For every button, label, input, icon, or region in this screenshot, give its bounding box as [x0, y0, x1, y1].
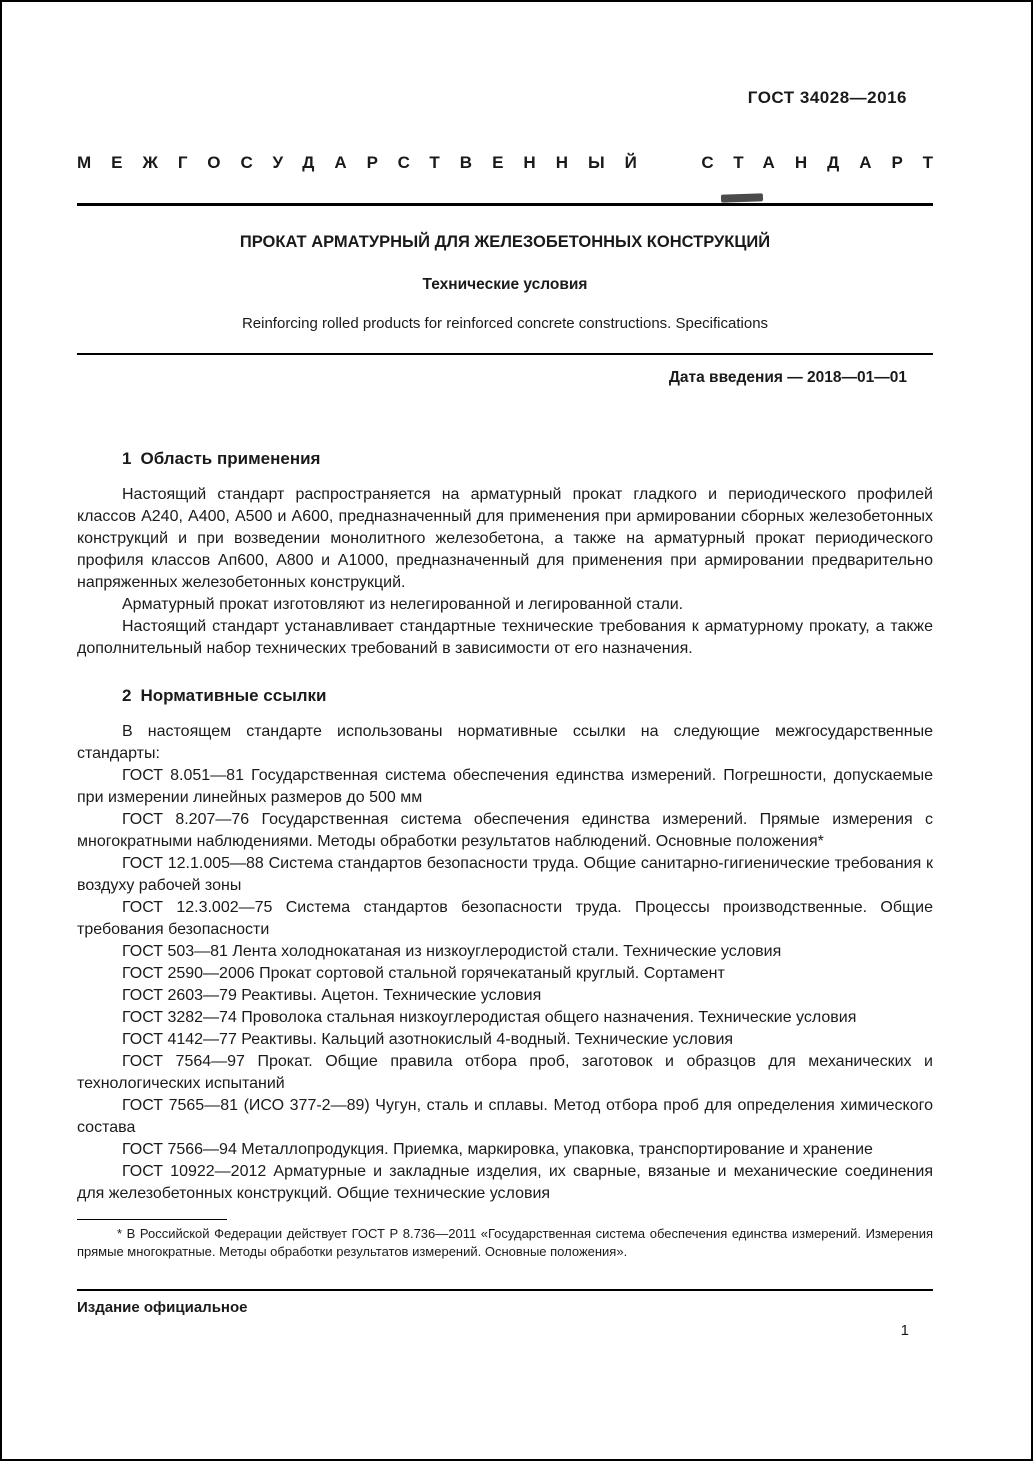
footnote-block	[77, 1219, 933, 1260]
page-number: 1	[900, 1322, 909, 1339]
section-1-title: Область применения	[140, 449, 321, 468]
bottom-divider	[77, 1289, 933, 1291]
paragraph: Настоящий стандарт распространяется на арматурный прокат гладкого и периодического профилей классов А240, А400, А500 и А600, предназначенный для применения при армировании сборных железобетонных конструкций и при возведении монолитного железобетона, а также на арматурный прокат периодического профиля классов Ап600, А800 и А1000, предназначенный для применения при армировании предварительно напряженных железобетонных конструкций.	[77, 486, 933, 591]
section-2-heading	[77, 686, 933, 706]
gost-code: ГОСТ 34028—2016	[747, 88, 907, 107]
section-1-heading	[77, 449, 933, 469]
scan-artifact	[721, 193, 763, 202]
gost-reference: ГОСТ 3282—74 Проволока стальная низкоуглеродистая общего назначения. Технические условия	[122, 1009, 857, 1026]
gost-reference: ГОСТ 2590—2006 Прокат сортовой стальной горячекатаный круглый. Сортамент	[122, 965, 725, 982]
paragraph: Арматурный прокат изготовляют из нелегированной и легированной стали.	[122, 596, 684, 613]
document-subtitle: Технические условия	[422, 276, 588, 293]
gost-reference: ГОСТ 7566—94 Металлопродукция. Приемка, маркировка, упаковка, транспортирование и хранение	[122, 1141, 873, 1158]
gost-reference: ГОСТ 2603—79 Реактивы. Ацетон. Технические условия	[122, 987, 542, 1004]
standard-category-word-1: МЕЖГОСУДАРСТВЕННЫЙ	[77, 153, 657, 172]
top-divider	[77, 203, 933, 206]
standard-category-heading	[77, 152, 953, 174]
section-1-number: 1	[122, 449, 132, 468]
gost-reference: ГОСТ 7564—97 Прокат. Общие правила отбора проб, заготовок и образцов для механических и технологических испытаний	[77, 1053, 933, 1092]
document-title: ПРОКАТ АРМАТУРНЫЙ ДЛЯ ЖЕЛЕЗОБЕТОННЫХ КОНСТРУКЦИЙ	[239, 233, 771, 251]
footnote-divider	[77, 1219, 227, 1220]
gost-reference: ГОСТ 7565—81 (ИСО 377-2—89) Чугун, сталь и сплавы. Метод отбора проб для определения химического состава	[77, 1097, 933, 1136]
gost-reference: ГОСТ 4142—77 Реактивы. Кальций азотнокислый 4-водный. Технические условия	[122, 1031, 734, 1048]
title-divider	[77, 353, 933, 355]
standard-category-word-2: СТАНДАРТ	[701, 153, 953, 172]
paragraph: Настоящий стандарт устанавливает стандартные технические требования к арматурному прокату, а также дополнительный набор технических требований в зависимости от его назначения.	[77, 618, 933, 657]
effective-date: Дата введения — 2018—01—01	[668, 369, 907, 386]
gost-reference: ГОСТ 8.051—81 Государственная система обеспечения единства измерений. Погрешности, допускаемые при измерении линейных размеров до 500 мм	[77, 767, 933, 806]
gost-reference: ГОСТ 503—81 Лента холоднокатаная из низкоуглеродистой стали. Технические условия	[122, 943, 782, 960]
gost-reference: ГОСТ 12.3.002—75 Система стандартов безопасности труда. Процессы производственные. Общие требования безопасности	[77, 899, 933, 938]
gost-reference: ГОСТ 10922—2012 Арматурные и закладные изделия, их сварные, вязаные и механические соединения для железобетонных конструкций. Общие технические условия	[77, 1163, 933, 1202]
document-title-english: Reinforcing rolled products for reinforced concrete constructions. Specifications	[241, 315, 769, 332]
section-2-title: Нормативные ссылки	[140, 686, 327, 705]
gost-reference: ГОСТ 8.207—76 Государственная система обеспечения единства измерений. Прямые измерения с многократными наблюдениями. Методы обработки результатов наблюдений. Основные положения*	[77, 811, 933, 850]
section-2-number: 2	[122, 686, 132, 705]
footnote-text: * В Российской Федерации действует ГОСТ Р 8.736—2011 «Государственная система обеспечения единства измерений. Измерения прямые многократные. Методы обработки результатов измерений. Основные положения».	[77, 1226, 933, 1259]
gost-reference: ГОСТ 12.1.005—88 Система стандартов безопасности труда. Общие санитарно-гигиенические требования к воздуху рабочей зоны	[77, 855, 933, 894]
paragraph: В настоящем стандарте использованы нормативные ссылки на следующие межгосударственные стандарты:	[77, 723, 933, 762]
edition-note: Издание официальное	[77, 1299, 248, 1316]
